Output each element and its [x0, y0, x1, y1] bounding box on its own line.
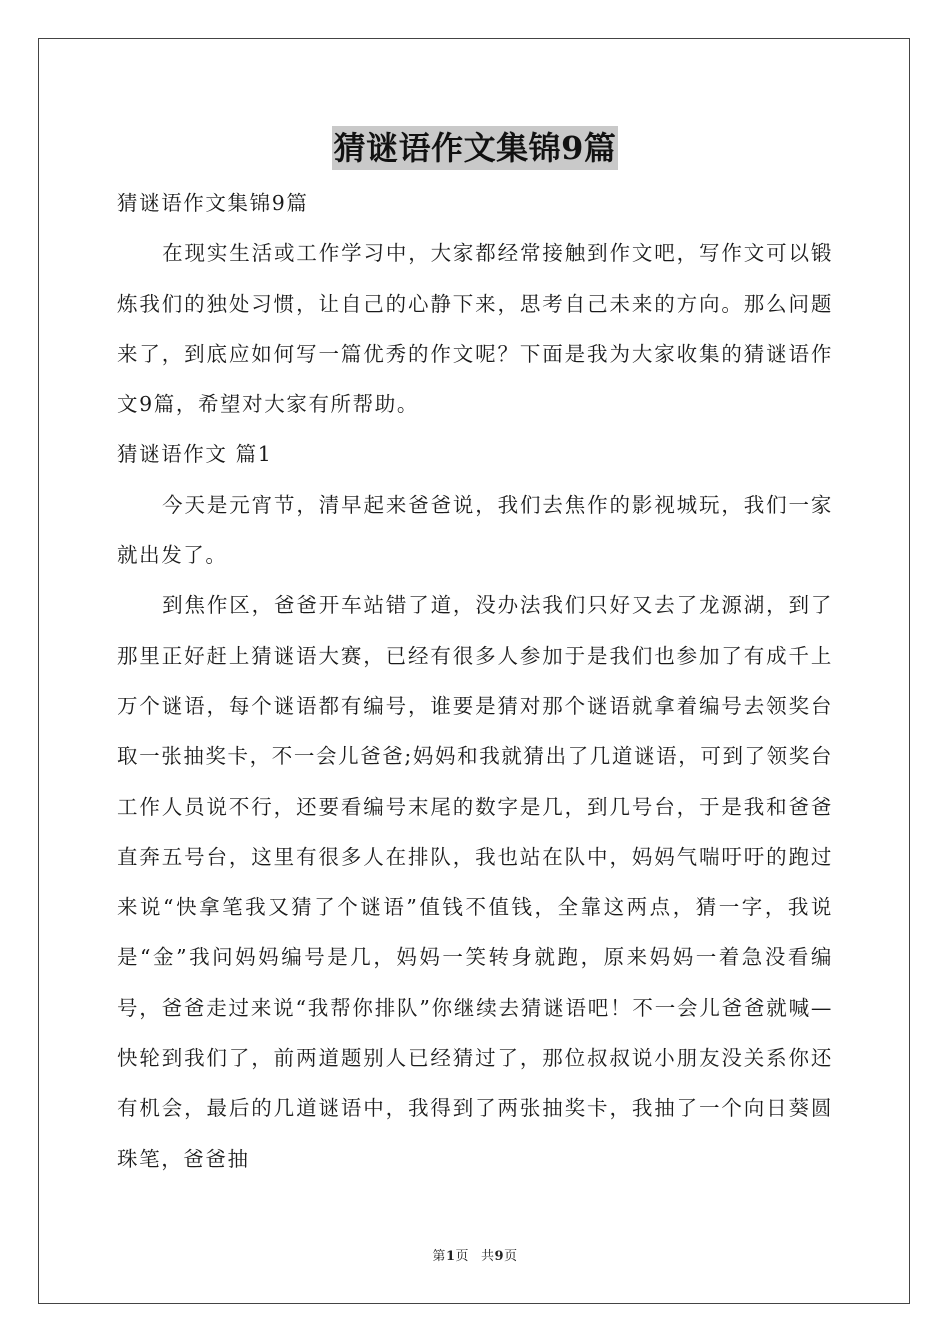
body-paragraph: 到焦作区，爸爸开车站错了道，没办法我们只好又去了龙源湖，到了那里正好赶上猜谜语大赛，已经有很多人参加于是我们也参加了有成千上万个谜语，每个谜语都有编号，谁要是猜对那个谜语就拿着编号去领奖台取一张抽奖卡，不一会儿爸爸;妈妈和我就猜出了几道谜语，可到了领奖台工作人员说不行，还要看编号末尾的数字是几，到几号台，于是我和爸爸直奔五号台，这里有很多人在排队，我也站在队中，妈妈气喘吁吁的跑过来说“快拿笔我又猜了个谜语”值钱不值钱，全靠这两点，猜一字，我说是“金”我问妈妈编号是几，妈妈一笑转身就跑，原来妈妈一着急没看编号，爸爸走过来说“我帮你排队”你继续去猜谜语吧！不一会儿爸爸就喊—快轮到我们了，前两道题别人已经猜过了，那位叔叔说小朋友没关系你还有机会，最后的几道谜语中，我得到了两张抽奖卡，我抽了一个向日葵圆珠笔，爸爸抽 [117, 593, 833, 1171]
current-page-number: 1 [445, 1249, 456, 1264]
document-subtitle: 猜谜语作文集锦9篇 [117, 191, 309, 215]
document-title: 猜谜语作文集锦9篇 [332, 126, 619, 170]
total-suffix: 页 [504, 1249, 518, 1264]
intro-paragraph: 在现实生活或工作学习中，大家都经常接触到作文吧，写作文可以锻炼我们的独处习惯，让自己的心静下来，思考自己未来的方向。那么问题来了，到底应如何写一篇优秀的作文呢？下面是我为大家收集的猜谜语作文9篇，希望对大家有所帮助。 [117, 241, 833, 417]
title-container [0, 126, 950, 170]
total-prefix: 共 [481, 1249, 495, 1264]
document-body [117, 178, 833, 1184]
body-paragraph: 今天是元宵节，清早起来爸爸说，我们去焦作的影视城玩，我们一家就出发了。 [117, 492, 833, 568]
section-heading: 猜谜语作文 篇1 [117, 442, 273, 467]
page-suffix: 页 [455, 1249, 469, 1264]
page-prefix: 第 [432, 1249, 446, 1264]
page-footer [0, 1245, 950, 1264]
total-page-number: 9 [494, 1249, 505, 1264]
